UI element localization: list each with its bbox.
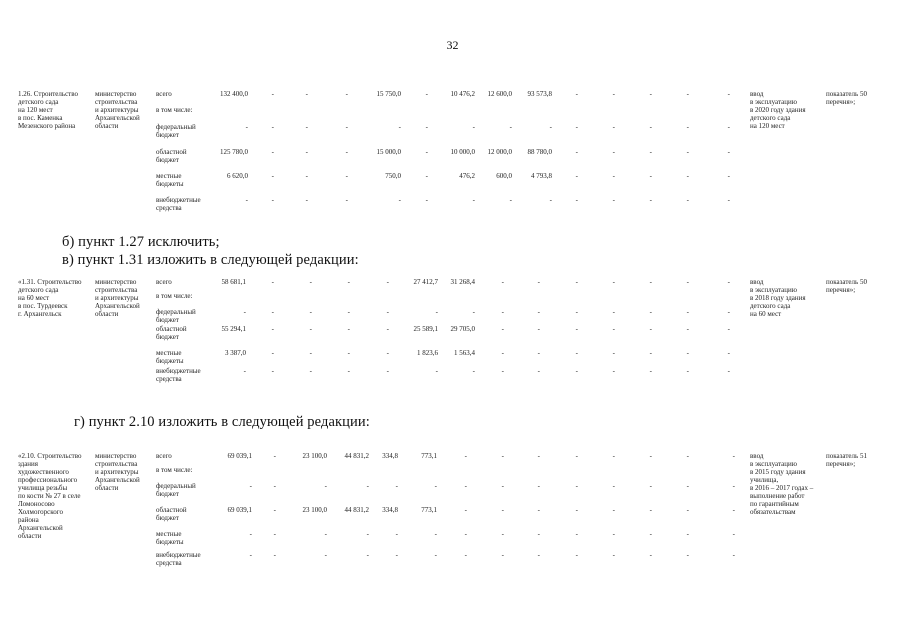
value-offbudget-y2020: -: [501, 367, 504, 375]
value-total-total: 69 039,1: [227, 452, 252, 460]
value-federal-y2021: -: [537, 482, 540, 490]
value-federal-y2023: -: [612, 123, 615, 131]
value-total-y2022: -: [575, 278, 578, 286]
value-local-y2018: 1 823,6: [417, 349, 438, 357]
value-offbudget-y2017: -: [398, 196, 401, 204]
value-total-y2017: -: [386, 278, 389, 286]
value-total-y2026: -: [727, 90, 730, 98]
funding-source-total: всего: [156, 278, 172, 286]
value-total-y2020: -: [501, 452, 504, 460]
value-regional-y2018: 25 589,1: [413, 325, 438, 333]
value-total-total: 132 400,0: [220, 90, 248, 98]
funding-source-including: в том числе:: [156, 292, 193, 300]
value-total-y2018: 27 412,7: [413, 278, 438, 286]
value-regional-total: 55 294,1: [221, 325, 246, 333]
value-regional-y2016: 44 831,2: [344, 506, 369, 514]
value-offbudget-y2022: -: [575, 367, 578, 375]
value-regional-y2020: -: [501, 325, 504, 333]
value-federal-y2025: -: [686, 123, 689, 131]
value-federal-y2024: -: [649, 308, 652, 316]
value-federal-total: -: [243, 308, 246, 316]
value-offbudget-y2020: -: [509, 196, 512, 204]
value-offbudget-y2021: -: [549, 196, 552, 204]
value-regional-y2022: -: [575, 148, 578, 156]
value-regional-y2020: -: [501, 506, 504, 514]
value-local-y2021: -: [537, 349, 540, 357]
value-federal-y2016: -: [347, 308, 350, 316]
value-total-y2014: -: [271, 90, 274, 98]
value-federal-y2019: -: [464, 482, 467, 490]
heading-item-2-10-edit: г) пункт 2.10 изложить в следующей редакции:: [74, 414, 370, 430]
value-total-y2021: -: [537, 278, 540, 286]
value-offbudget-y2017: -: [386, 367, 389, 375]
value-local-y2026: -: [727, 172, 730, 180]
value-total-y2015: -: [305, 90, 308, 98]
value-offbudget-y2024: -: [649, 367, 652, 375]
value-total-y2014: -: [271, 278, 274, 286]
value-local-y2017: 750,0: [385, 172, 401, 180]
value-offbudget-y2026: -: [727, 367, 730, 375]
value-regional-y2015: 23 100,0: [302, 506, 327, 514]
value-offbudget-total: -: [249, 551, 252, 559]
value-regional-y2015: -: [309, 325, 312, 333]
funding-source-total: всего: [156, 452, 172, 460]
value-total-y2025: -: [686, 90, 689, 98]
value-local-y2017: -: [386, 349, 389, 357]
value-regional-y2021: 88 780,0: [527, 148, 552, 156]
value-regional-y2019: 10 000,0: [450, 148, 475, 156]
measure-title: «2.10. Строительство здания художественного профессионального училища резьбы по кости № 27 в селе Ломоносово Холмогорского района Архангельской области: [18, 452, 82, 540]
value-total-y2017: 15 750,0: [376, 90, 401, 98]
value-offbudget-y2021: -: [537, 367, 540, 375]
value-federal-y2019: -: [472, 308, 475, 316]
value-offbudget-y2021: -: [537, 551, 540, 559]
value-regional-y2025: -: [686, 148, 689, 156]
value-federal-y2017: -: [395, 482, 398, 490]
value-offbudget-y2023: -: [612, 367, 615, 375]
value-local-total: -: [249, 530, 252, 538]
value-local-y2016: -: [345, 172, 348, 180]
indicator: показатель 50 перечня»;: [826, 90, 867, 106]
value-federal-y2025: -: [686, 482, 689, 490]
value-regional-y2023: -: [612, 325, 615, 333]
value-local-y2015: -: [324, 530, 327, 538]
value-regional-y2014: -: [273, 506, 276, 514]
value-federal-y2015: -: [324, 482, 327, 490]
funding-source-offbudget: внебюджетные средства: [156, 196, 201, 212]
value-local-y2026: -: [732, 530, 735, 538]
value-offbudget-y2026: -: [732, 551, 735, 559]
value-regional-y2019: -: [464, 506, 467, 514]
value-total-y2021: 93 573,8: [527, 90, 552, 98]
value-regional-y2014: -: [271, 148, 274, 156]
measure-title: «1.31. Строительство детского сада на 60 мест в пос. Турдеевск г. Архангельск: [18, 278, 82, 318]
value-federal-y2016: -: [366, 482, 369, 490]
value-regional-y2018: 773,1: [421, 506, 437, 514]
value-federal-y2019: -: [472, 123, 475, 131]
value-offbudget-y2015: -: [305, 196, 308, 204]
value-offbudget-total: -: [243, 367, 246, 375]
heading-item-1-31-edit: в) пункт 1.31 изложить в следующей редакции:: [62, 252, 359, 268]
value-federal-y2026: -: [732, 482, 735, 490]
value-regional-y2024: -: [649, 325, 652, 333]
value-federal-y2024: -: [649, 123, 652, 131]
value-offbudget-y2014: -: [271, 196, 274, 204]
value-federal-y2022: -: [575, 308, 578, 316]
value-offbudget-y2026: -: [727, 196, 730, 204]
expected-result: ввод в эксплуатацию в 2018 году здания детского сада на 60 мест: [750, 278, 806, 318]
value-offbudget-y2025: -: [686, 196, 689, 204]
funding-source-federal: федеральный бюджет: [156, 308, 196, 324]
value-local-y2023: -: [612, 349, 615, 357]
value-regional-y2023: -: [612, 506, 615, 514]
value-total-y2016: -: [345, 90, 348, 98]
value-offbudget-y2024: -: [649, 551, 652, 559]
value-offbudget-y2014: -: [273, 551, 276, 559]
value-local-y2016: -: [366, 530, 369, 538]
value-federal-y2026: -: [727, 308, 730, 316]
value-regional-y2018: -: [425, 148, 428, 156]
value-regional-y2025: -: [686, 325, 689, 333]
value-offbudget-y2022: -: [575, 551, 578, 559]
value-total-y2024: -: [649, 90, 652, 98]
value-local-total: 3 387,0: [225, 349, 246, 357]
value-regional-y2022: -: [575, 506, 578, 514]
value-local-y2020: -: [501, 530, 504, 538]
value-federal-y2017: -: [398, 123, 401, 131]
value-offbudget-y2022: -: [575, 196, 578, 204]
value-offbudget-y2019: -: [464, 551, 467, 559]
value-offbudget-y2019: -: [472, 196, 475, 204]
value-local-y2025: -: [686, 349, 689, 357]
value-local-y2018: -: [425, 172, 428, 180]
value-total-y2025: -: [686, 278, 689, 286]
value-local-y2017: -: [395, 530, 398, 538]
value-total-y2019: 10 476,2: [450, 90, 475, 98]
value-federal-y2015: -: [305, 123, 308, 131]
value-total-y2014: -: [273, 452, 276, 460]
value-federal-y2014: -: [271, 123, 274, 131]
value-federal-y2023: -: [612, 482, 615, 490]
value-local-y2016: -: [347, 349, 350, 357]
value-federal-y2022: -: [575, 123, 578, 131]
value-regional-y2026: -: [727, 325, 730, 333]
funding-source-offbudget: внебюджетные средства: [156, 551, 201, 567]
value-local-y2014: -: [271, 172, 274, 180]
indicator: показатель 50 перечня»;: [826, 278, 867, 294]
value-total-y2023: -: [612, 452, 615, 460]
value-total-y2019: -: [464, 452, 467, 460]
funding-source-federal: федеральный бюджет: [156, 123, 196, 139]
value-federal-y2014: -: [273, 482, 276, 490]
value-regional-y2017: -: [386, 325, 389, 333]
value-total-y2026: -: [727, 278, 730, 286]
value-federal-y2026: -: [727, 123, 730, 131]
value-offbudget-y2015: -: [324, 551, 327, 559]
value-local-y2020: -: [501, 349, 504, 357]
value-regional-y2017: 334,8: [382, 506, 398, 514]
funding-source-federal: федеральный бюджет: [156, 482, 196, 498]
measure-title: 1.26. Строительство детского сада на 120 мест в пос. Каменка Мезенского района: [18, 90, 78, 130]
page-number: 32: [446, 38, 459, 52]
value-local-y2019: 1 563,4: [454, 349, 475, 357]
value-local-y2019: -: [464, 530, 467, 538]
value-federal-y2018: -: [425, 123, 428, 131]
value-offbudget-y2015: -: [309, 367, 312, 375]
value-total-y2023: -: [612, 278, 615, 286]
value-total-y2023: -: [612, 90, 615, 98]
value-total-y2016: -: [347, 278, 350, 286]
value-total-y2018: 773,1: [421, 452, 437, 460]
heading-item-1-27-removal: б) пункт 1.27 исключить;: [62, 234, 220, 250]
value-offbudget-y2018: -: [425, 196, 428, 204]
value-local-y2024: -: [649, 349, 652, 357]
value-offbudget-y2017: -: [395, 551, 398, 559]
value-local-y2024: -: [649, 530, 652, 538]
value-regional-y2019: 29 705,0: [450, 325, 475, 333]
value-local-total: 6 620,0: [227, 172, 248, 180]
value-total-y2020: -: [501, 278, 504, 286]
value-regional-total: 69 039,1: [227, 506, 252, 514]
expected-result: ввод в эксплуатацию в 2020 году здания детского сада на 120 мест: [750, 90, 806, 130]
value-regional-y2021: -: [537, 506, 540, 514]
value-offbudget-y2016: -: [347, 367, 350, 375]
value-regional-y2026: -: [727, 148, 730, 156]
value-total-y2020: 12 600,0: [487, 90, 512, 98]
value-total-y2024: -: [649, 452, 652, 460]
value-total-y2021: -: [537, 452, 540, 460]
value-federal-total: -: [249, 482, 252, 490]
funding-source-regional: областной бюджет: [156, 148, 187, 164]
value-regional-y2017: 15 000,0: [376, 148, 401, 156]
funding-source-including: в том числе:: [156, 106, 193, 114]
value-total-y2015: -: [309, 278, 312, 286]
value-local-y2021: -: [537, 530, 540, 538]
value-federal-y2020: -: [501, 308, 504, 316]
funding-source-local: местные бюджеты: [156, 172, 184, 188]
value-total-y2025: -: [686, 452, 689, 460]
value-local-y2025: -: [686, 172, 689, 180]
funding-source-including: в том числе:: [156, 466, 193, 474]
value-local-y2024: -: [649, 172, 652, 180]
executor: министерство строительства и архитектуры Архангельской области: [95, 452, 140, 492]
value-total-y2017: 334,8: [382, 452, 398, 460]
expected-result: ввод в эксплуатацию в 2015 году здания училища, в 2016 – 2017 годах – выполнение работ по гарантийным обязательствам: [750, 452, 814, 516]
value-offbudget-y2023: -: [612, 551, 615, 559]
value-offbudget-y2018: -: [435, 367, 438, 375]
value-federal-y2014: -: [271, 308, 274, 316]
value-federal-y2020: -: [509, 123, 512, 131]
value-offbudget-y2016: -: [366, 551, 369, 559]
value-total-y2024: -: [649, 278, 652, 286]
value-regional-total: 125 780,0: [220, 148, 248, 156]
value-federal-y2015: -: [309, 308, 312, 316]
value-regional-y2021: -: [537, 325, 540, 333]
value-local-y2018: -: [434, 530, 437, 538]
value-federal-y2016: -: [345, 123, 348, 131]
value-regional-y2024: -: [649, 148, 652, 156]
value-total-y2018: -: [425, 90, 428, 98]
value-federal-y2020: -: [501, 482, 504, 490]
value-regional-y2020: 12 000,0: [487, 148, 512, 156]
value-total-y2016: 44 831,2: [344, 452, 369, 460]
value-regional-y2022: -: [575, 325, 578, 333]
value-offbudget-y2023: -: [612, 196, 615, 204]
value-offbudget-y2020: -: [501, 551, 504, 559]
value-federal-y2021: -: [537, 308, 540, 316]
value-regional-y2016: -: [345, 148, 348, 156]
funding-source-regional: областной бюджет: [156, 506, 187, 522]
value-federal-y2018: -: [435, 308, 438, 316]
value-total-y2015: 23 100,0: [302, 452, 327, 460]
value-local-y2020: 600,0: [496, 172, 512, 180]
value-offbudget-y2025: -: [686, 551, 689, 559]
value-local-y2022: -: [575, 172, 578, 180]
value-total-y2019: 31 268,4: [450, 278, 475, 286]
funding-source-offbudget: внебюджетные средства: [156, 367, 201, 383]
value-regional-y2016: -: [347, 325, 350, 333]
value-regional-y2026: -: [732, 506, 735, 514]
value-local-y2019: 476,2: [459, 172, 475, 180]
indicator: показатель 51 перечня»;: [826, 452, 867, 468]
value-total-y2022: -: [575, 452, 578, 460]
value-regional-y2014: -: [271, 325, 274, 333]
value-local-y2022: -: [575, 530, 578, 538]
value-regional-y2023: -: [612, 148, 615, 156]
value-federal-y2017: -: [386, 308, 389, 316]
value-total-total: 58 681,1: [221, 278, 246, 286]
value-local-y2022: -: [575, 349, 578, 357]
value-local-y2025: -: [686, 530, 689, 538]
value-total-y2022: -: [575, 90, 578, 98]
value-local-y2021: 4 793,8: [531, 172, 552, 180]
value-federal-y2023: -: [612, 308, 615, 316]
funding-source-local: местные бюджеты: [156, 349, 184, 365]
value-offbudget-y2025: -: [686, 367, 689, 375]
value-local-y2023: -: [612, 172, 615, 180]
value-federal-y2025: -: [686, 308, 689, 316]
value-offbudget-y2019: -: [472, 367, 475, 375]
value-federal-y2018: -: [434, 482, 437, 490]
value-local-y2014: -: [271, 349, 274, 357]
value-offbudget-y2018: -: [434, 551, 437, 559]
executor: министерство строительства и архитектуры Архангельской области: [95, 278, 140, 318]
value-regional-y2015: -: [305, 148, 308, 156]
value-total-y2026: -: [732, 452, 735, 460]
value-regional-y2025: -: [686, 506, 689, 514]
value-local-y2023: -: [612, 530, 615, 538]
value-local-y2015: -: [305, 172, 308, 180]
funding-source-total: всего: [156, 90, 172, 98]
executor: министерство строительства и архитектуры Архангельской области: [95, 90, 140, 130]
value-federal-y2024: -: [649, 482, 652, 490]
funding-source-local: местные бюджеты: [156, 530, 184, 546]
value-federal-total: -: [245, 123, 248, 131]
value-federal-y2022: -: [575, 482, 578, 490]
value-offbudget-y2014: -: [271, 367, 274, 375]
value-local-y2014: -: [273, 530, 276, 538]
value-regional-y2024: -: [649, 506, 652, 514]
value-offbudget-y2016: -: [345, 196, 348, 204]
value-offbudget-y2024: -: [649, 196, 652, 204]
value-local-y2026: -: [727, 349, 730, 357]
value-offbudget-total: -: [245, 196, 248, 204]
value-local-y2015: -: [309, 349, 312, 357]
value-federal-y2021: -: [549, 123, 552, 131]
funding-source-regional: областной бюджет: [156, 325, 187, 341]
